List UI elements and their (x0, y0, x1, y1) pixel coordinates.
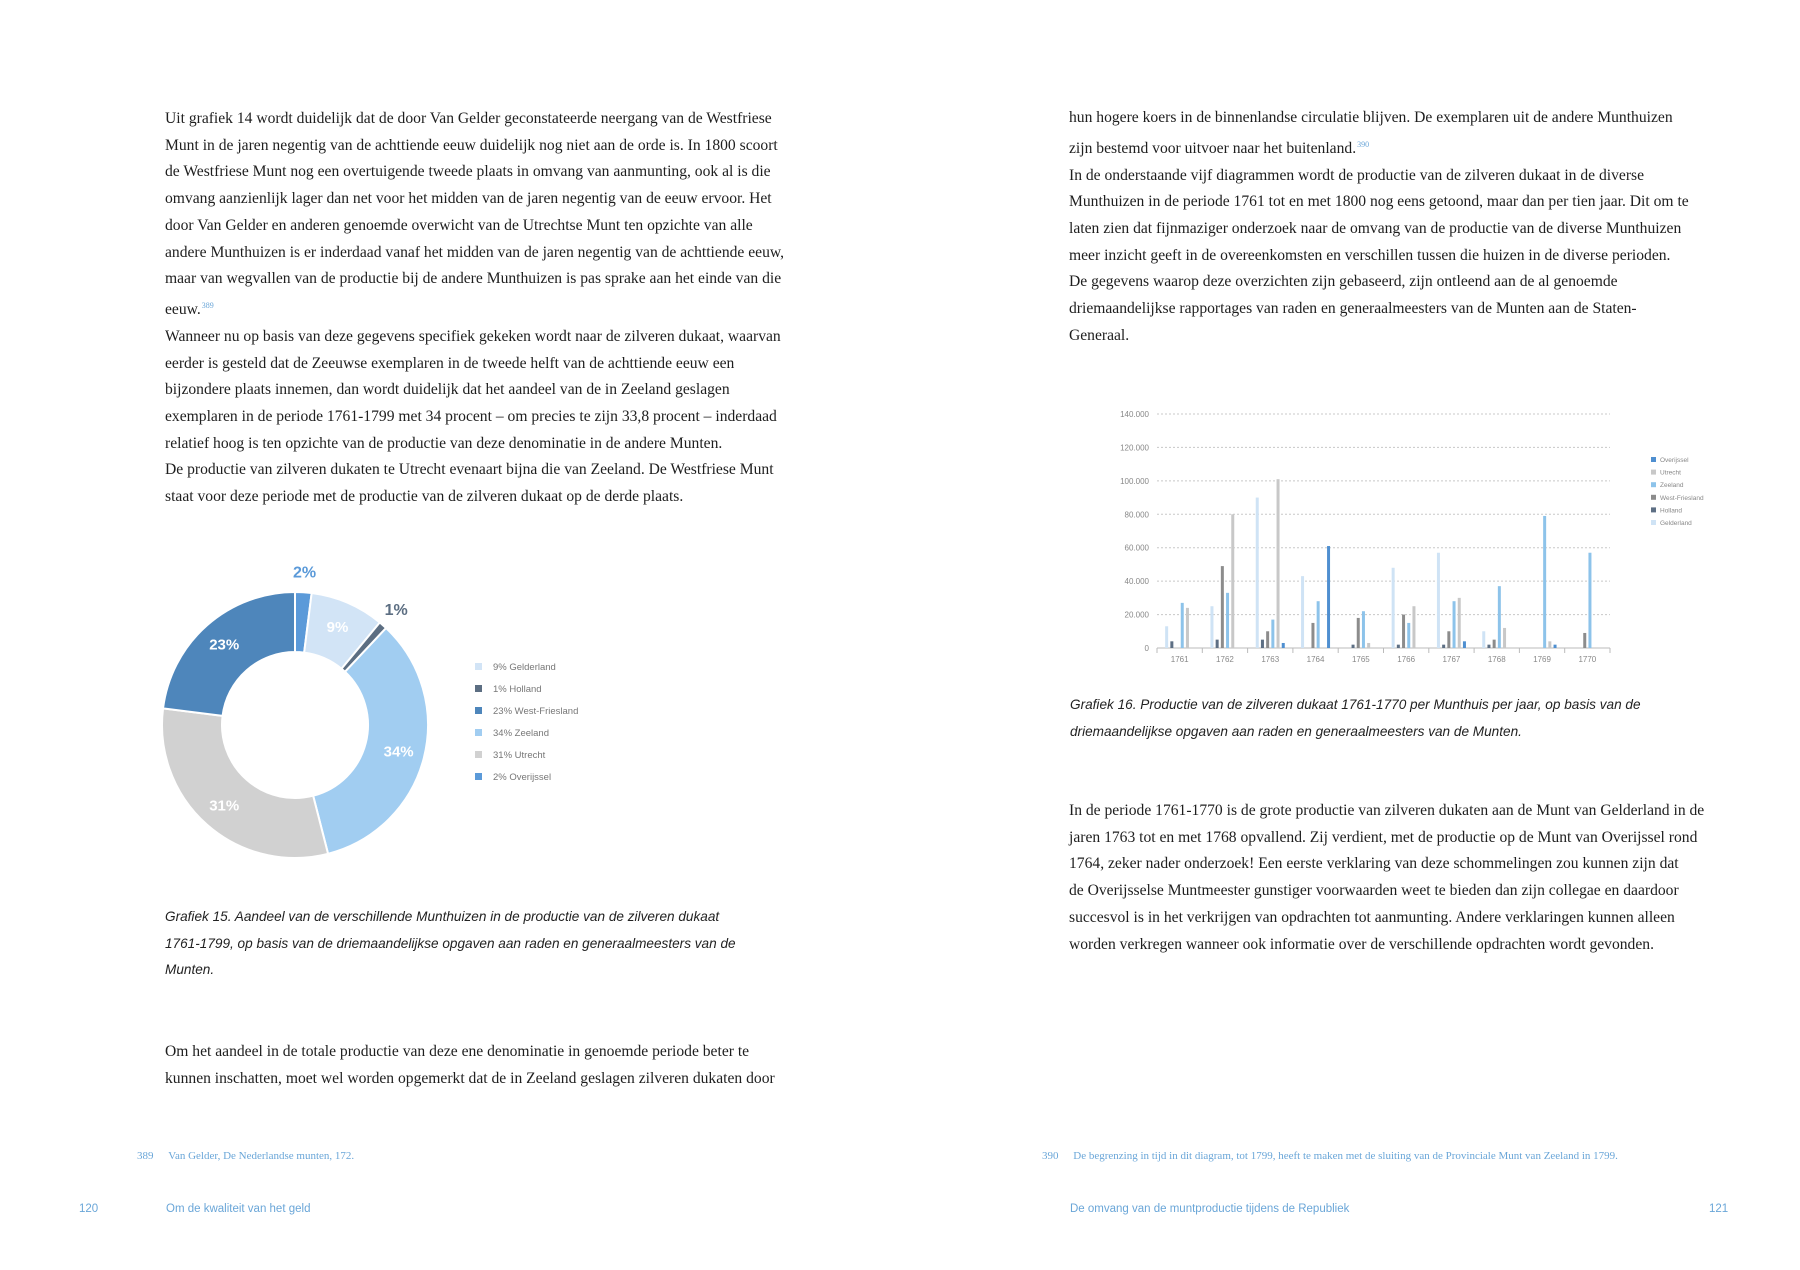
left-caption (165, 904, 736, 984)
legend-swatch-west-friesland (475, 707, 482, 714)
bar-holland-1766 (1397, 645, 1400, 648)
bar-west-friesland-1762 (1221, 566, 1224, 648)
legend-label-zeeland: 34% Zeeland (493, 728, 549, 739)
bar-zeeland-1768 (1498, 586, 1501, 648)
legend-label-west-friesland: West-Friesland (1660, 494, 1704, 502)
text-line: Generaal. (1069, 326, 1130, 344)
caption-line: 1761-1799, op basis van de driemaandelijkse opgaven aan raden en generaalmeesters van de (165, 935, 736, 951)
legend-swatch-overijssel (475, 773, 482, 780)
text-line: 1764, zeker nader onderzoek! Een eerste verklaring van deze schommelingen zou kunnen zijn dat (1069, 855, 1679, 873)
left-running-title: Om de kwaliteit van het geld (166, 1203, 311, 1215)
bar-holland-1763 (1261, 640, 1264, 648)
text-line: de Overijsselse Muntmeester gunstiger voorwaarden weet te bieden dan zijn collegae en daardoor (1069, 882, 1679, 900)
text-line: staat voor deze periode met de productie van de zilveren dukaat op de derde plaats. (165, 488, 684, 506)
right-footnote (1042, 1150, 1618, 1162)
footnote-number: 390 (1042, 1150, 1059, 1162)
text-line: andere Munthuizen is er inderdaad vanaf het midden van de jaren negentig van de achttiende eeuw, (165, 243, 785, 261)
legend-label-utrecht: Utrecht (1660, 469, 1681, 477)
y-tick-label: 60.000 (1124, 543, 1149, 553)
donut-label-gelderland: 9% (326, 618, 349, 636)
x-tick-label: 1770 (1578, 655, 1597, 664)
y-tick-label: 80.000 (1124, 510, 1149, 520)
bar-west-friesland-1766 (1402, 615, 1405, 648)
text-line: Munt in de jaren negentig van de achttiende eeuw duidelijk nog niet aan de orde is. In 1800 scoort (165, 136, 778, 154)
text-line: omvang aanzienlijk lager dan net voor het midden van de jaren negentig van de eeuw ervoor. Het (165, 190, 772, 208)
legend-swatch-gelderland (1651, 520, 1656, 525)
text-span: zijn bestemd voor uitvoer naar het buitenland. (1069, 139, 1357, 157)
y-tick-label: 20.000 (1124, 610, 1149, 620)
legend-swatch-zeeland (1651, 482, 1656, 487)
bar-gelderland-1764 (1301, 576, 1304, 648)
bar-holland-1761 (1170, 641, 1173, 648)
legend-swatch-holland (1651, 507, 1656, 512)
bar-zeeland-1767 (1453, 601, 1456, 648)
bar-utrecht-1767 (1458, 598, 1461, 648)
bar-utrecht-1769 (1548, 641, 1551, 648)
legend-swatch-utrecht (475, 751, 482, 758)
bar-zeeland-1770 (1588, 553, 1591, 648)
bar-gelderland-1766 (1392, 568, 1395, 648)
bar-west-friesland-1763 (1266, 631, 1269, 648)
bar-west-friesland-1770 (1583, 633, 1586, 648)
text-line: Wanneer nu op basis van deze gegevens specifiek gekeken wordt naar de zilveren dukaat, waarvan (165, 327, 781, 345)
bar-holland-1765 (1352, 645, 1355, 648)
legend-label-west-friesland: 23% West-Friesland (493, 706, 579, 717)
legend-swatch-utrecht (1651, 470, 1656, 475)
text-line: succesvol is in het verkrijgen van opdrachten tot aanmunting. Andere verklaringen kunnen alleen (1069, 908, 1675, 926)
x-tick-label: 1763 (1261, 655, 1280, 664)
text-line: hun hogere koers in de binnenlandse circulatie blijven. De exemplaren uit de andere Munthuizen (1069, 109, 1673, 126)
y-tick-label: 0 (1144, 644, 1149, 653)
text-line (1069, 132, 1689, 163)
footnote-number: 389 (137, 1150, 154, 1162)
donut-label-holland: 1% (384, 602, 408, 620)
x-tick-label: 1765 (1351, 655, 1370, 664)
text-line (165, 293, 784, 324)
bar-utrecht-1762 (1231, 514, 1234, 648)
donut-label-utrecht: 31% (209, 797, 240, 815)
right-caption (1070, 692, 1641, 745)
footnote-reference[interactable]: 389 (201, 300, 214, 310)
donut-slice-utrecht (162, 708, 328, 858)
bar-utrecht-1765 (1367, 643, 1370, 648)
right-running-title: De omvang van de muntproductie tijdens de Republiek (1070, 1203, 1350, 1215)
bar-gelderland-1761 (1165, 626, 1168, 648)
text-line: De gegevens waarop deze overzichten zijn gebaseerd, zijn ontleend aan de al genoemde (1069, 273, 1618, 291)
text-line: de Westfriese Munt nog een overtuigende tweede plaats in omvang van aanmunting, ook al is die (165, 163, 771, 181)
text-line: In de onderstaande vijf diagrammen wordt de productie van de zilveren dukaat in de diverse (1069, 166, 1645, 184)
x-tick-label: 1769 (1533, 655, 1551, 664)
donut-chart (150, 565, 770, 865)
text-line: Om het aandeel in de totale productie van deze ene denominatie in genoemde periode beter te (165, 1043, 750, 1060)
right-page-number: 121 (1709, 1203, 1729, 1215)
text-line: exemplaren in de periode 1761-1799 met 34 procent – om precies te zijn 33,8 procent – inderdaad (165, 407, 777, 425)
bar-gelderland-1763 (1256, 498, 1259, 648)
bar-overijssel-1769 (1554, 645, 1557, 648)
bar-zeeland-1764 (1317, 601, 1320, 648)
caption-line: Grafiek 16. Productie van de zilveren dukaat 1761-1770 per Munthuis per jaar, op basis van de (1070, 697, 1641, 712)
bar-holland-1768 (1487, 645, 1490, 648)
donut-label-west-friesland: 23% (209, 636, 240, 654)
bar-gelderland-1762 (1210, 606, 1213, 648)
bar-utrecht-1761 (1186, 608, 1189, 648)
bar-overijssel-1763 (1282, 643, 1285, 648)
x-tick-label: 1768 (1487, 655, 1506, 664)
y-tick-label: 120.000 (1120, 443, 1149, 453)
legend-swatch-overijssel (1651, 457, 1656, 462)
text-line: De productie van zilveren dukaten te Utrecht evenaart bijna die van Zeeland. De Westfriese Munt (165, 461, 774, 479)
bar-zeeland-1763 (1271, 620, 1274, 648)
x-tick-label: 1762 (1216, 655, 1234, 664)
bar-utrecht-1766 (1412, 606, 1415, 648)
legend-swatch-west-friesland (1651, 495, 1656, 500)
bar-holland-1762 (1216, 640, 1219, 648)
y-tick-label: 100.000 (1120, 476, 1149, 486)
right-paragraph-1 (1069, 105, 1689, 350)
legend-swatch-gelderland (475, 663, 482, 670)
legend-label-gelderland: 9% Gelderland (493, 662, 556, 673)
legend-label-gelderland: Gelderland (1660, 520, 1692, 527)
text-line: laten zien dat fijnmaziger onderzoek naar de omvang van de productie van de diverse Munthuizen (1069, 220, 1682, 237)
text-line: maar van wegvallen van de productie bij de andere Munthuizen is pas sprake aan het einde van die (165, 270, 782, 288)
text-line: Uit grafiek 14 wordt duidelijk dat de door Van Gelder geconstateerde neergang van de Westfriese (165, 110, 772, 127)
text-line: eerder is gesteld dat de Zeeuwse exemplaren in de tweede helft van de achttiende eeuw een (165, 354, 735, 372)
text-line: In de periode 1761-1770 is de grote productie van zilveren dukaten aan de Munt van Gelderland in de (1069, 802, 1705, 819)
donut-label-overijssel: 2% (293, 565, 317, 582)
x-tick-label: 1766 (1397, 655, 1416, 664)
caption-line: driemaandelijkse opgaven aan raden en generaalmeesters van de Munten. (1070, 723, 1522, 739)
text-line: relatief hoog is ten opzichte van de productie van deze denominatie in de andere Munten. (165, 434, 723, 452)
footnote-reference[interactable]: 390 (1357, 139, 1370, 149)
y-tick-label: 40.000 (1124, 577, 1149, 587)
bar-holland-1767 (1442, 645, 1445, 648)
bar-zeeland-1761 (1181, 603, 1184, 648)
x-tick-label: 1767 (1442, 655, 1461, 664)
legend-label-holland: Holland (1660, 507, 1683, 515)
bar-west-friesland-1765 (1357, 618, 1360, 648)
legend-label-utrecht: 31% Utrecht (493, 750, 546, 761)
right-page (900, 0, 1800, 1270)
text-span: eeuw. (165, 301, 201, 319)
left-footnote (137, 1150, 354, 1162)
left-paragraph-1 (165, 106, 784, 511)
footnote-text: Van Gelder, De Nederlandse munten, 172. (168, 1150, 355, 1162)
right-paragraph-4 (1069, 798, 1704, 958)
bar-zeeland-1766 (1407, 623, 1410, 648)
legend-label-overijssel: Overijssel (1660, 457, 1689, 464)
bar-overijssel-1767 (1463, 641, 1466, 648)
bar-chart (1030, 400, 1710, 680)
bar-overijssel-1764 (1327, 546, 1330, 648)
donut-slice-west-friesland (163, 592, 295, 716)
bar-west-friesland-1768 (1493, 640, 1496, 648)
caption-line: Munten. (165, 962, 215, 977)
x-tick-label: 1761 (1170, 655, 1189, 664)
bar-gelderland-1767 (1437, 553, 1440, 648)
legend-label-overijssel: 2% Overijssel (493, 772, 552, 783)
caption-line: Grafiek 15. Aandeel van de verschillende Munthuizen in de productie van de zilveren dukaat (165, 909, 720, 924)
donut-label-zeeland: 34% (383, 743, 414, 761)
text-line: door Van Gelder en anderen genoemde overwicht van de Utrechtse Munt ten opzichte van alle (165, 216, 753, 234)
text-line: bijzondere plaats innemen, dan wordt duidelijk dat het aandeel van de in Zeeland geslagen (165, 381, 730, 399)
bar-zeeland-1765 (1362, 611, 1365, 648)
text-line: jaren 1763 tot en met 1768 opvallend. Zij verdient, met de productie op de Munt van Overijssel rond (1069, 828, 1698, 846)
bar-gelderland-1768 (1482, 631, 1485, 648)
text-line: meer inzicht geeft in de overeenkomsten en verschillen tussen die huizen in de diverse perioden. (1069, 246, 1671, 264)
text-line: kunnen inschatten, moet wel worden opgemerkt dat de in Zeeland geslagen zilveren dukaten door (165, 1069, 775, 1087)
bar-zeeland-1762 (1226, 593, 1229, 648)
bar-west-friesland-1764 (1311, 623, 1314, 648)
text-line: driemaandelijkse rapportages van raden en generaalmeesters van de Munten aan de Staten- (1069, 300, 1637, 318)
bar-west-friesland-1767 (1447, 631, 1450, 648)
bar-utrecht-1763 (1277, 479, 1280, 648)
legend-swatch-holland (475, 685, 482, 692)
legend-label-holland: 1% Holland (493, 684, 542, 695)
legend-swatch-zeeland (475, 729, 482, 736)
bar-zeeland-1769 (1543, 516, 1546, 648)
text-line: worden verkregen wanneer ook informatie over de verschillende opdrachten wordt gevonden. (1069, 935, 1654, 953)
text-line: Munthuizen in de periode 1761 tot en met 1800 nog eens getoond, maar dan per tien jaar. Dit om te (1069, 193, 1689, 211)
x-tick-label: 1764 (1306, 655, 1325, 664)
left-paragraph-4 (165, 1039, 775, 1092)
left-page-number: 120 (79, 1203, 99, 1215)
bar-utrecht-1768 (1503, 628, 1506, 648)
y-tick-label: 140.000 (1120, 410, 1149, 419)
legend-label-zeeland: Zeeland (1660, 482, 1684, 490)
footnote-text: De begrenzing in tijd in dit diagram, tot 1799, heeft te maken met de sluiting van de Provinciale Munt van Zeeland in 1799. (1073, 1150, 1618, 1162)
